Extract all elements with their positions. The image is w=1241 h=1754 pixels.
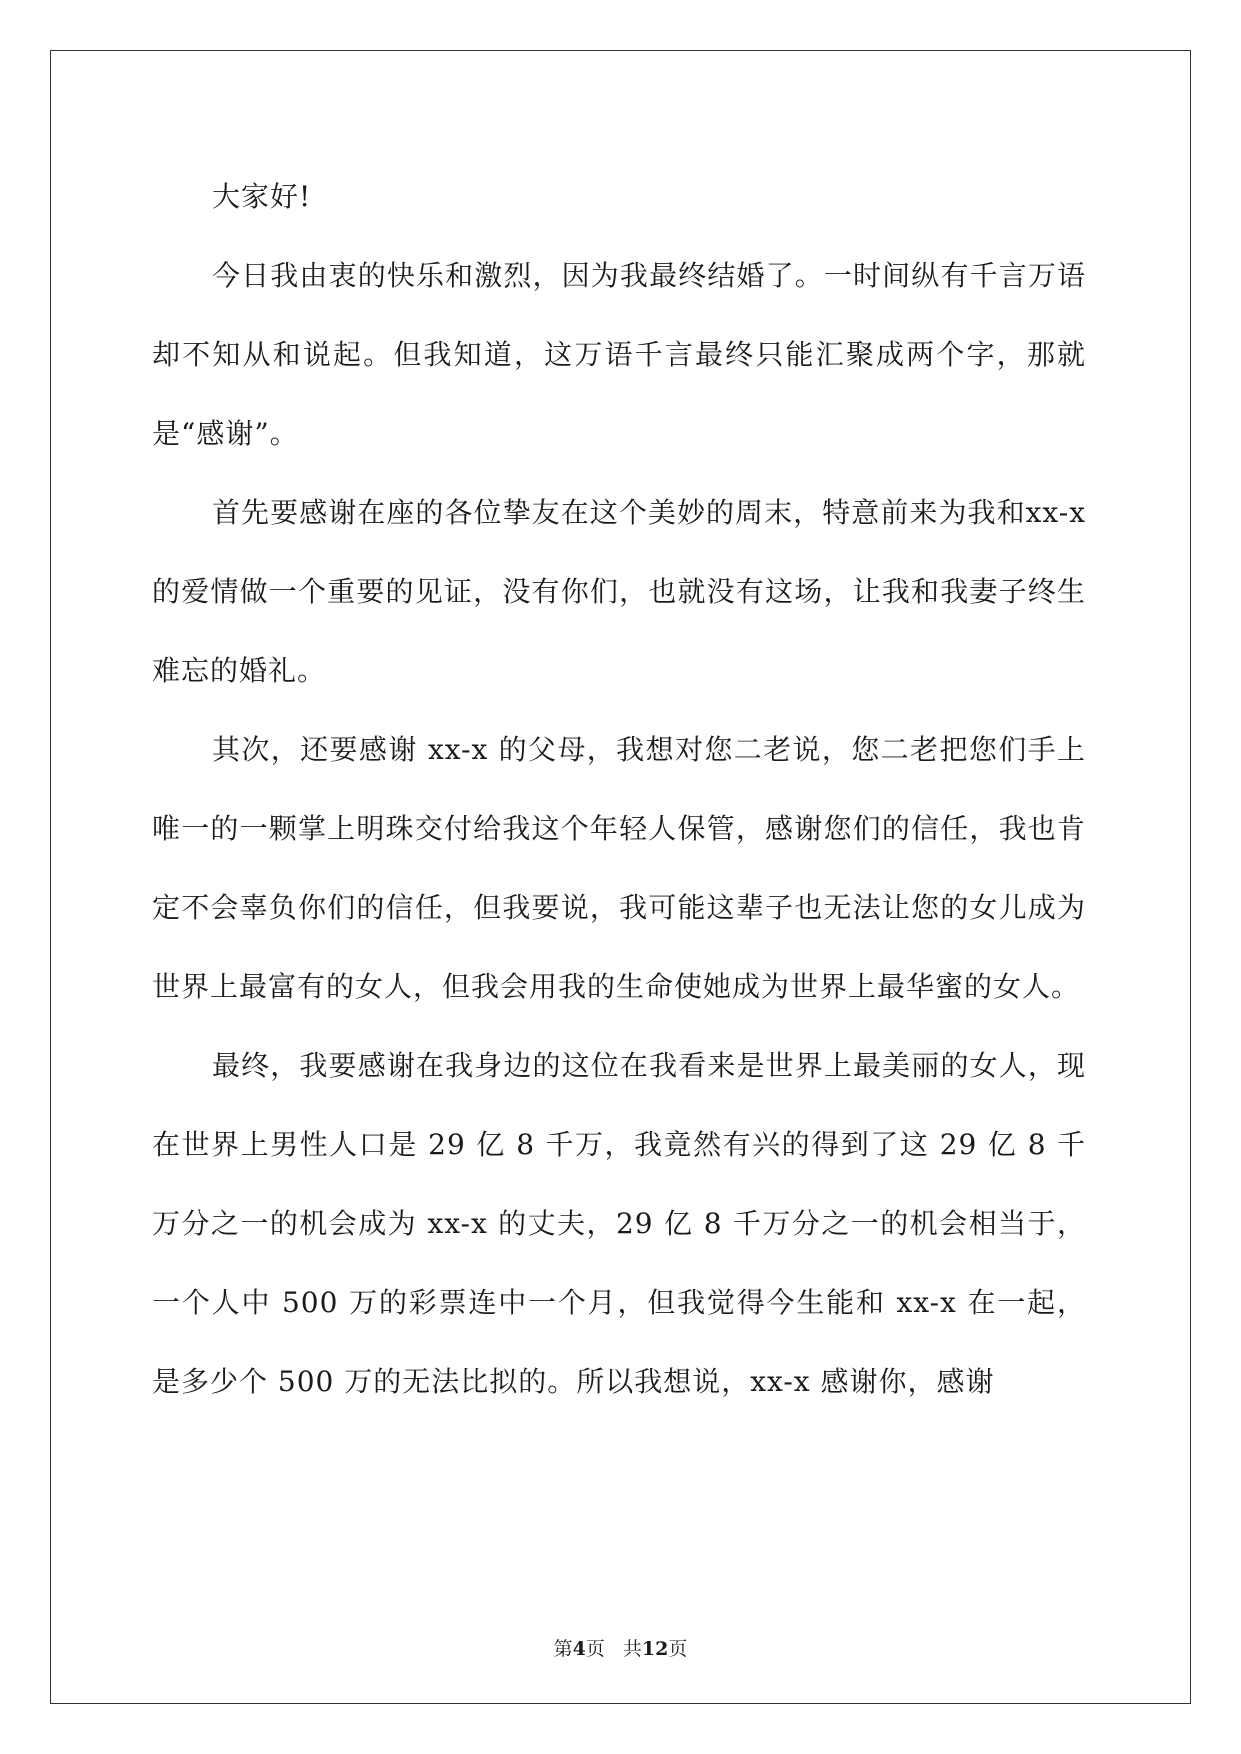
document-body	[152, 157, 1086, 1421]
body-paragraph-1: 今日我由衷的快乐和激烈，因为我最终结婚了。一时间纵有千言万语却不知从和说起。但我知道，这万语千言最终只能汇聚成两个字，那就是“感谢”。	[152, 259, 1086, 450]
body-paragraph-3: 其次，还要感谢 xx-x 的父母，我想对您二老说，您二老把您们手上唯一的一颗掌上明珠交付给我这个年轻人保管，感谢您们的信任，我也肯定不会辜负你们的信任，但我要说，我可能这辈子也无法让您的女儿成为世界上最富有的女人，但我会用我的生命使她成为世界上最华蜜的女人。	[152, 733, 1086, 1003]
greeting-paragraph: 大家好!	[212, 180, 312, 213]
body-paragraph-2: 首先要感谢在座的各位挚友在这个美妙的周末，特意前来为我和xx-x 的爱情做一个重要的见证，没有你们，也就没有这场，让我和我妻子终生难忘的婚礼。	[152, 496, 1086, 687]
footer-prefix: 第	[553, 1638, 573, 1660]
footer-page-word: 页	[585, 1638, 605, 1660]
page-footer	[0, 1634, 1241, 1661]
footer-total-prefix: 共	[622, 1638, 642, 1660]
footer-total-pages: 12	[641, 1638, 669, 1660]
footer-current-page: 4	[572, 1638, 586, 1660]
body-paragraph-4: 最终，我要感谢在我身边的这位在我看来是世界上最美丽的女人，现在世界上男性人口是 29 亿 8 千万，我竟然有兴的得到了这 29 亿 8 千万分之一的机会成为 xx-x 的丈夫，29 亿 8 千万分之一的机会相当于，一个人中 500 万的彩票连中一个月，但我觉得今生能和 xx-x 在一起，是多少个 500 万的无法比拟的。所以我想说，xx-x 感谢你，感谢	[152, 1049, 1086, 1398]
footer-total-suffix: 页	[668, 1638, 688, 1660]
